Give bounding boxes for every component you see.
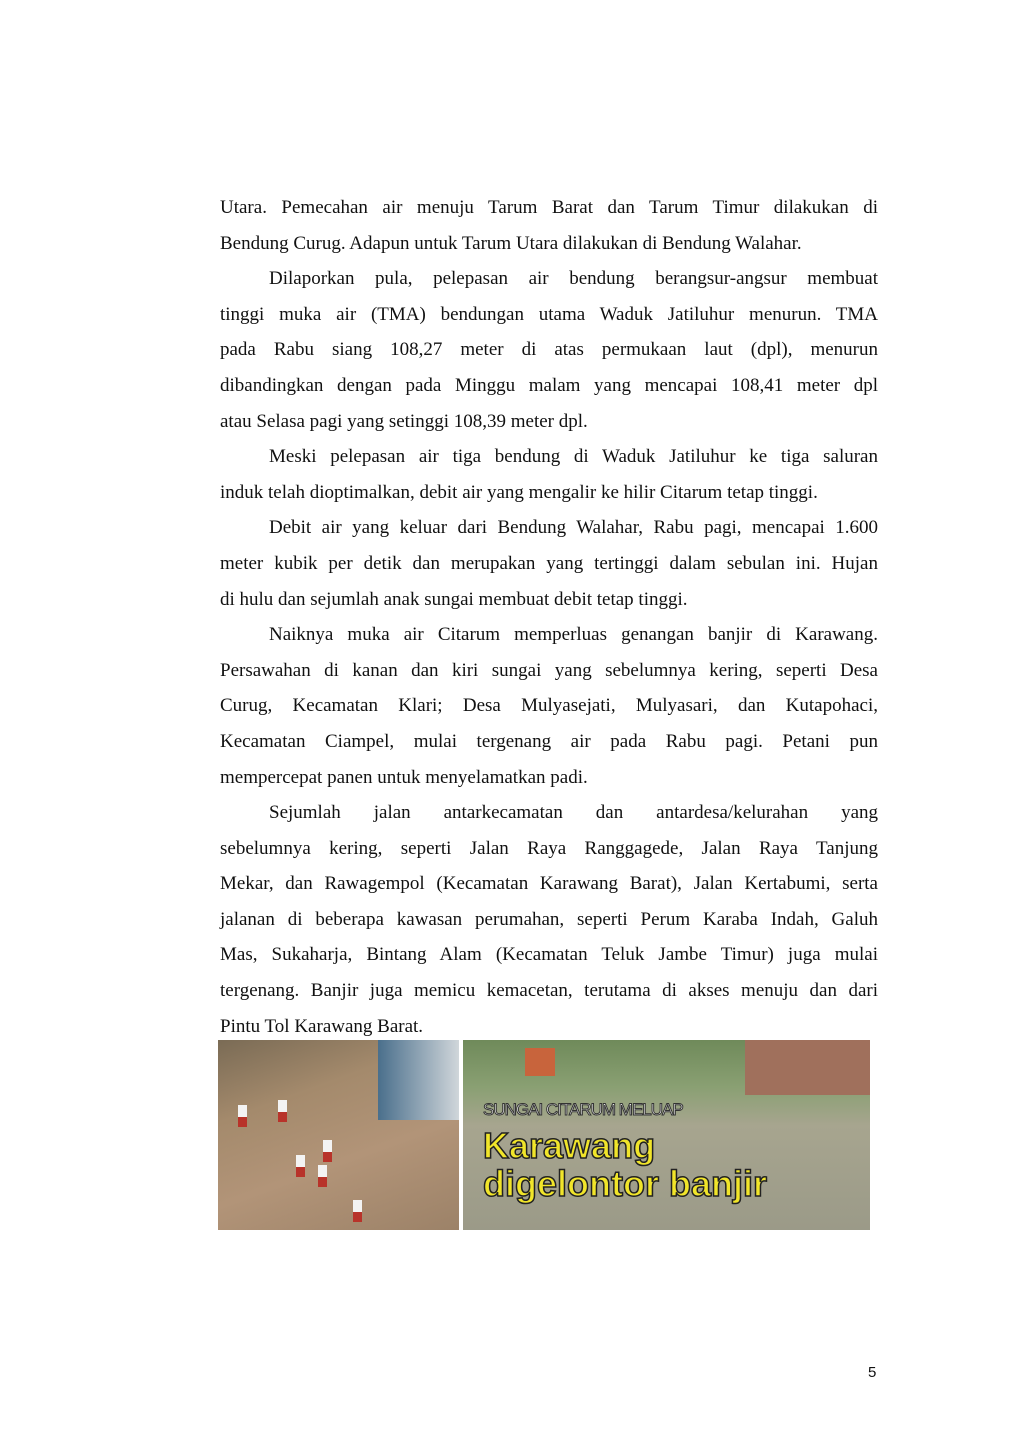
text-line: atau Selasa pagi yang setinggi 108,39 meter dpl. (220, 410, 588, 432)
text-line: meter kubik per detik dan merupakan yang tertinggi dalam sebulan ini. Hujan (220, 552, 878, 574)
text-line: Bendung Curug. Adapun untuk Tarum Utara dilakukan di Bendung Walahar. (220, 232, 802, 254)
text-line: Dilaporkan pula, pelepasan air bendung berangsur-angsur membuat (269, 268, 878, 290)
text-line: di hulu dan sejumlah anak sungai membuat debit tetap tinggi. (220, 588, 688, 610)
text-line: induk telah dioptimalkan, debit air yang mengalir ke hilir Citarum tetap tinggi. (220, 481, 818, 503)
text-line: Persawahan di kanan dan kiri sungai yang sebelumnya kering, seperti Desa (220, 659, 878, 681)
caption-line2: digelontor banjir (483, 1163, 767, 1204)
text-line: Debit air yang keluar dari Bendung Walahar, Rabu pagi, mencapai 1.600 (269, 517, 878, 539)
flood-photo-karawang (463, 1040, 870, 1230)
text-line: Mas, Sukaharja, Bintang Alam (Kecamatan Teluk Jambe Timur) juga mulai (220, 944, 878, 966)
caption-small: SUNGAI CITARUM MELUAP (483, 1100, 683, 1119)
text-line: Sejumlah jalan antarkecamatan dan antardesa/kelurahan yang (269, 802, 878, 824)
text-line: dibandingkan dengan pada Minggu malam yang mencapai 108,41 meter dpl (220, 374, 878, 396)
text-line: tinggi muka air (TMA) bendungan utama Waduk Jatiluhur menurun. TMA (220, 303, 878, 325)
body-text (220, 190, 878, 1044)
text-line: Utara. Pemecahan air menuju Tarum Barat dan Tarum Timur dilakukan di (220, 197, 878, 218)
text-line: jalanan di beberapa kawasan perumahan, seperti Perum Karaba Indah, Galuh (220, 908, 878, 930)
page-number: 5 (868, 1364, 877, 1381)
text-line: pada Rabu siang 108,27 meter di atas permukaan laut (dpl), menurun (220, 339, 878, 361)
caption-line1: Karawang (483, 1125, 656, 1166)
child (278, 1100, 287, 1122)
text-line: tergenang. Banjir juga memicu kemacetan, terutama di akses menuju dan dari (220, 980, 878, 1002)
text-line: sebelumnya kering, seperti Jalan Raya Ranggagede, Jalan Raya Tanjung (220, 837, 878, 859)
truck (525, 1048, 555, 1076)
child (318, 1165, 327, 1187)
house (378, 1040, 459, 1120)
flood-photo-schoolchildren (218, 1040, 459, 1230)
text-line: Meski pelepasan air tiga bendung di Waduk Jatiluhur ke tiga saluran (269, 446, 878, 468)
text-line: Mekar, dan Rawagempol (Kecamatan Karawang Barat), Jalan Kertabumi, serta (220, 873, 878, 895)
brick-wall (745, 1040, 870, 1095)
text-line: Curug, Kecamatan Klari; Desa Mulyasejati, Mulyasari, dan Kutapohaci, (220, 695, 878, 717)
text-line: Kecamatan Ciampel, mulai tergenang air pada Rabu pagi. Petani pun (220, 730, 878, 752)
child (238, 1105, 247, 1127)
text-line: Pintu Tol Karawang Barat. (220, 1015, 424, 1037)
child (323, 1140, 332, 1162)
child (353, 1200, 362, 1222)
child (296, 1155, 305, 1177)
text-line: Naiknya muka air Citarum memperluas genangan banjir di Karawang. (269, 624, 878, 646)
text-line: mempercepat panen untuk menyelamatkan padi. (220, 766, 588, 788)
